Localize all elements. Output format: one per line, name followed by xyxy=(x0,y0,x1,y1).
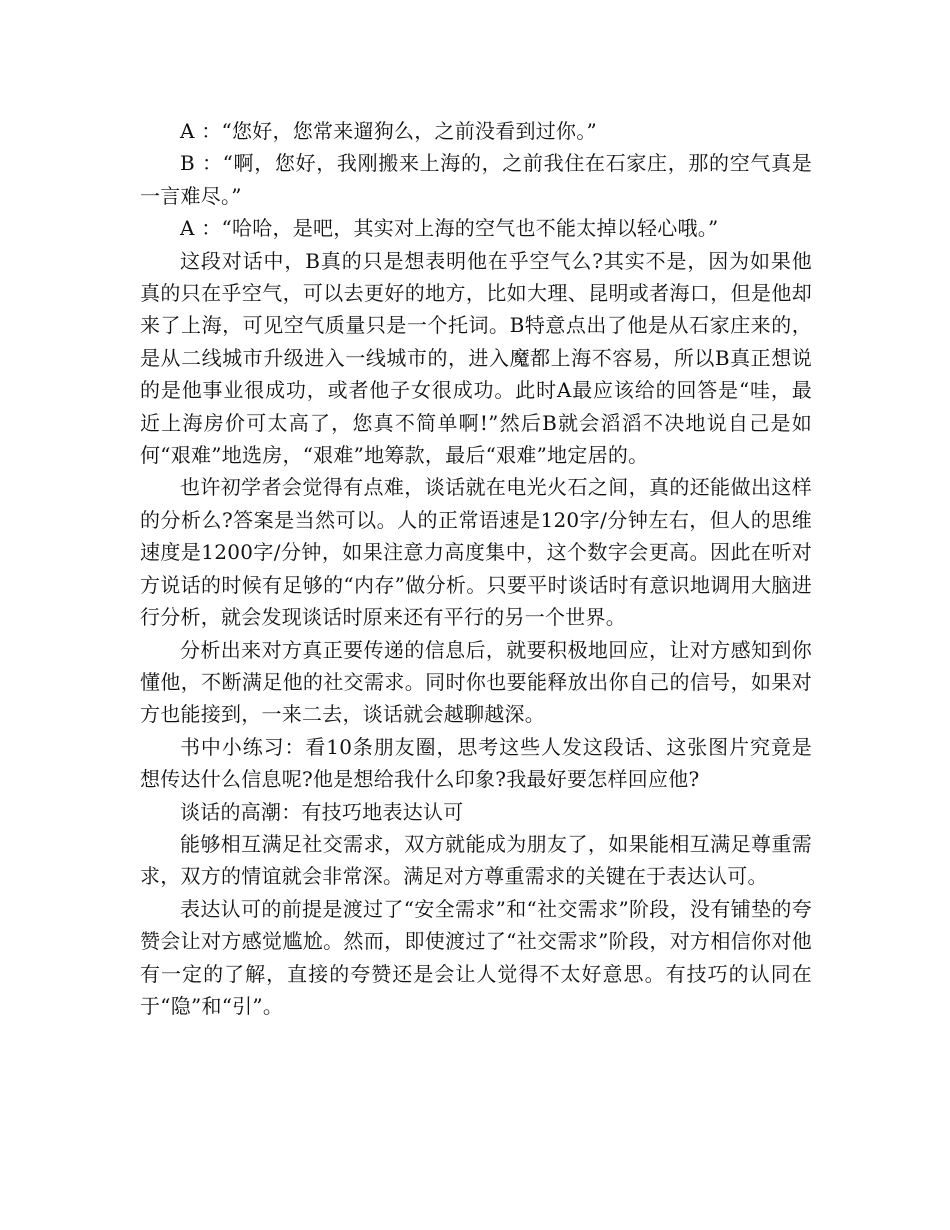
dialogue-line-a-2: A ：“哈哈，是吧，其实对上海的空气也不能太掉以轻心哦。” xyxy=(180,216,719,241)
body-paragraph: 这段对话中，B真的只是想表明他在乎空气么?其实不是，因为如果他真的只在乎空气，可以去更好的地方，比如大理、昆明或者海口，但是他却来了上海，可见空气质量只是一个托词。B特意点出了他是从石家庄来的，是从二线城市升级进入一线城市的，进入魔都上海不容易，所以B真正想说的是他事业很成功，或者他子女很成功。此时A最应该给的回答是“哇，最近上海房价可太高了，您真不简单啊!”然后B就会滔滔不决地说自己是如何“艰难”地选房，“艰难”地筹款，最后“艰难”地定居的。 xyxy=(140,248,812,468)
body-paragraph: 也许初学者会觉得有点难，谈话就在电光火石之间，真的还能做出这样的分析么?答案是当然可以。人的正常语速是120字/分钟左右，但人的思维速度是1200字/分钟，如果注意力高度集中，这个数字会更高。因此在听对方说话的时候有足够的“内存”做分析。只要平时谈话时有意识地调用大脑进行分析，就会发现谈话时原来还有平行的另一个世界。 xyxy=(140,475,812,630)
section-heading: 谈话的高潮：有技巧地表达认可 xyxy=(180,799,464,824)
document-body xyxy=(140,115,812,1022)
body-paragraph: 分析出来对方真正要传递的信息后，就要积极地回应，让对方感知到你懂他，不断满足他的社交需求。同时你也要能释放出你自己的信号，如果对方也能接到，一来二去，谈话就会越聊越深。 xyxy=(140,637,812,727)
dialogue-line-a-1: A ：“您好，您常来遛狗么，之前没看到过你。” xyxy=(180,119,597,143)
dialogue-line-b: B ：“啊，您好，我刚搬来上海的，之前我住在石家庄，那的空气真是一言难尽。” xyxy=(140,151,812,208)
body-paragraph: 能够相互满足社交需求，双方就能成为朋友了，如果能相互满足尊重需求，双方的情谊就会非常深。满足对方尊重需求的关键在于表达认可。 xyxy=(140,831,812,889)
exercise-paragraph: 书中小练习：看10条朋友圈，思考这些人发这段话、这张图片究竟是想传达什么信息呢?他是想给我什么印象?我最好要怎样回应他? xyxy=(140,734,812,792)
body-paragraph: 表达认可的前提是渡过了“安全需求”和“社交需求”阶段，没有铺垫的夸赞会让对方感觉尴尬。然而，即使渡过了“社交需求”阶段，对方相信你对他有一定的了解，直接的夸赞还是会让人觉得不太好意思。有技巧的认同在于“隐”和“引”。 xyxy=(140,896,812,1018)
